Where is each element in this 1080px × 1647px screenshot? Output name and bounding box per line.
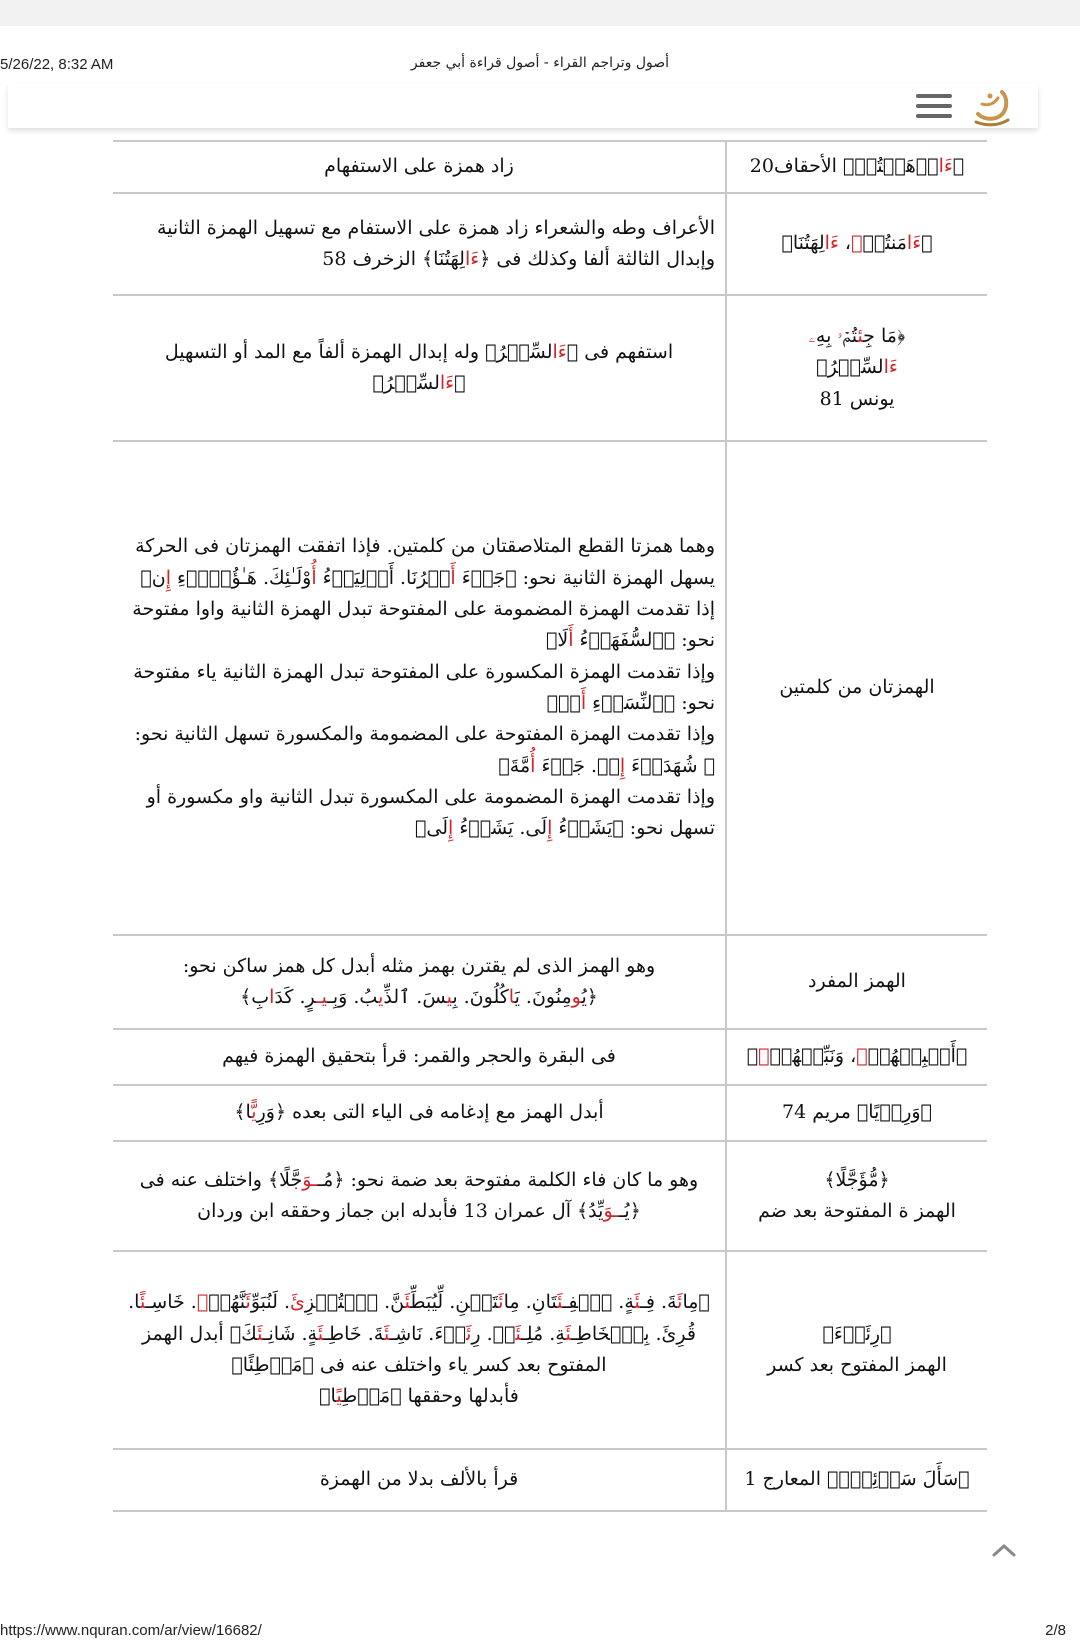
description-text: َكَ﴾ أبدل الهمز المفتوح بعد كسر ياء واختلف عنه فى ﴿مَوۡطِئًا﴾ [142, 1322, 607, 1376]
description-text: وهو ما كان فاء الكلمة مفتوحة بعد ضمة نحو: ﴿مُـ [317, 1168, 699, 1191]
highlighted-letter: أَ [580, 692, 587, 714]
term-text: ﴾ الأحقاف20 [749, 155, 855, 178]
term-cell [726, 1449, 987, 1511]
term-cell [726, 1251, 987, 1449]
description-paragraph [123, 951, 715, 982]
description-text: ذۡ. جَاۤءَ [535, 754, 620, 777]
description-text: مِنُونَ. يَ [514, 986, 572, 1008]
term-text: ذۡهَبۡتُمۡ [854, 155, 939, 178]
term-text: الهمز ة المفتوحة بعد ضم [758, 1200, 956, 1222]
table-row [113, 1449, 987, 1511]
term-cell [726, 1141, 987, 1251]
hamburger-menu-icon[interactable] [916, 94, 952, 122]
highlighted-letter: أُ [311, 566, 317, 589]
highlighted-letter: ۥ [758, 1045, 770, 1068]
description-text: لَى. يَشَاۤءُ [453, 817, 548, 840]
highlighted-letter: ا [269, 986, 275, 1008]
description-text: مۡرُنَا. أَوۡلِيَاۤءُ [316, 566, 451, 589]
description-text: بِ﴾ [240, 986, 270, 1008]
term-text: ﴿رِئَاۤءَ﴾ [822, 1322, 892, 1345]
description-cell [113, 441, 726, 935]
highlighted-letter: ي [336, 1385, 343, 1408]
description-paragraph [123, 1464, 715, 1495]
term-cell [726, 1029, 987, 1085]
highlighted-letter: ا [508, 986, 515, 1008]
description-cell [113, 1251, 726, 1449]
description-text: لَى﴾ [415, 817, 449, 840]
highlighted-letter: ۥ [851, 232, 863, 255]
description-cell [113, 1029, 726, 1085]
highlighted-letter: أُ [530, 754, 536, 777]
description-paragraph [123, 719, 715, 782]
term-text: الهمز المفرد [808, 970, 906, 993]
description-text: سَ. ٱلذِّ [383, 986, 447, 1008]
highlighted-letter: ئ [565, 1322, 572, 1345]
term-text: ﴿مُّؤَجَّلًا﴾ [824, 1168, 890, 1191]
highlighted-letter: إِ [165, 566, 171, 589]
highlighted-letter: إِ [619, 754, 626, 777]
description-cell [113, 141, 726, 193]
description-text: نَّ. ٱسۡتُهۡزِ [304, 1291, 405, 1314]
highlighted-letter: ئ [557, 1291, 563, 1314]
term-text: الهمزتان من كلمتين [779, 676, 935, 699]
term-text: ﴿ [952, 155, 965, 178]
description-text: َةٍ. شَانِـ [262, 1322, 318, 1345]
description-text: . لَنُبَوِّ [250, 1291, 290, 1314]
scroll-up-button[interactable] [990, 1540, 1020, 1564]
highlighted-letter: ئَ [677, 1291, 683, 1314]
description-text: َتۡ. رِ [471, 1322, 516, 1345]
description-text: تَيۡنِ. لِّيُبَطِّ [410, 1291, 499, 1314]
description-text: وهما همزتا القطع المتلاصقتان من كلمتين. فإذا اتفقت الهمزتان فى الحركة يسهل الهمزة الثانية نحو: ﴿جَاۤءَ [135, 535, 715, 589]
highlighted-letter: ئ [317, 1322, 324, 1345]
table-row [113, 1029, 987, 1085]
description-text: ا﴾ [234, 1101, 252, 1124]
description-paragraph [123, 1097, 715, 1128]
highlighted-letter: ۥ [196, 1291, 209, 1314]
description-text: يِّدُ﴾ آل عمران 13 فأبدله ابن جماز وحققه ابن وردان [197, 1200, 604, 1222]
description-text: جَّلًا﴾ واختلف عنه فى ﴿يُـ [139, 1168, 641, 1222]
highlighted-letter: ۦ [808, 324, 816, 347]
description-text: نَّهُمۡ [208, 1291, 246, 1314]
description-cell [113, 1085, 726, 1141]
description-text: فأبدلها وحققها ﴿مَوۡطِ [342, 1385, 519, 1408]
description-cell [113, 193, 726, 295]
term-text: ﴿أَنۢبِئۡهُمۡ [867, 1045, 968, 1068]
description-paragraph [123, 213, 715, 276]
highlighted-letter: ـوَ [302, 1168, 318, 1191]
highlighted-letter: أَ [568, 629, 574, 652]
highlighted-letter: ئَ [466, 1322, 472, 1345]
description-paragraph [123, 1287, 715, 1381]
description-text: وهو الهمز الذى لم يقترن بهمز مثله أبدل كل همز ساكن نحو: [182, 954, 656, 977]
description-text: ﴿مِا [682, 1291, 710, 1314]
term-cell [726, 935, 987, 1029]
description-text: رٍ. كَدَ [274, 986, 316, 1008]
highlighted-letter: ءَا [824, 232, 839, 255]
term-text: لسِّحۡرُ﴾ [816, 356, 884, 379]
description-text: اۤءَ. نَاشِـ [389, 1322, 467, 1345]
description-text: َتَانِ. مِا [503, 1291, 558, 1314]
highlighted-letter: ءَا [883, 356, 898, 379]
term-text: لِهَتُنَا﴾ [781, 232, 825, 255]
highlighted-letter: ئَ [498, 1291, 504, 1314]
description-text: كُلُونَ. بِ [452, 986, 509, 1008]
table-row [113, 1141, 987, 1251]
description-text: مَّةَ﴾ [498, 754, 531, 777]
highlighted-letter: ۥ [856, 1045, 868, 1068]
highlighted-letter: ئ [139, 1291, 146, 1314]
description-text: فى البقرة والحجر والقمر: قرأ بتحقيق الهمزة فيهم [222, 1045, 616, 1068]
highlighted-letter: ئ [515, 1322, 522, 1345]
description-text: ةٍ. ٱلۡفِـ [562, 1291, 635, 1314]
table-row [113, 441, 987, 935]
term-text: يونس 81 [819, 387, 895, 410]
term-text: ، وَنَبِّئۡهُمۡ [769, 1045, 857, 1068]
description-text: زاد همزة على الاستفهام [324, 155, 514, 178]
description-text: إذا تقدمت الهمزة المضمومة على المفتوحة تبدل الهمزة الثانية واوا مفتوحة نحو: ﴿ٱلسُّفَهَاۤءُ [132, 597, 715, 652]
description-text: َةَ. خَاطِـ [323, 1322, 384, 1345]
term-text: مَنتُمۡ [862, 232, 907, 255]
description-cell [113, 935, 726, 1029]
site-header [8, 84, 1038, 128]
description-text: لِهَتُنَا﴾ الزخرف 58 [322, 248, 465, 270]
site-logo-icon[interactable] [972, 88, 1012, 128]
table-row [113, 1251, 987, 1449]
highlighted-letter: ئَ [404, 1291, 411, 1314]
highlighted-letter: أَ [450, 566, 456, 589]
description-text: ﴿يُ [581, 986, 598, 1008]
description-cell [113, 1141, 726, 1251]
table-row [113, 193, 987, 295]
content-area [113, 140, 987, 1512]
print-date: 5/26/22, 8:32 AM [0, 56, 114, 73]
highlighted-letter: يًّ [251, 1101, 257, 1124]
description-text: لَا﴾ [545, 629, 569, 652]
description-text: َةِ. مُلِـ [521, 1322, 566, 1345]
term-cell [726, 295, 987, 441]
term-text: ، [838, 232, 852, 255]
description-text: . خَاسِـ [145, 1291, 197, 1314]
highlighted-letter: ءَا [938, 155, 953, 178]
description-text: وۡ﴾ [546, 692, 581, 714]
description-paragraph [123, 337, 715, 400]
highlighted-letter: ئَ [634, 1291, 641, 1314]
term-text: ﴿وَرِءۡيًا﴾ مريم 74 [782, 1101, 932, 1124]
description-text: ًا. قُرِئَ. بِٱلۡخَاطِـ [128, 1291, 696, 1345]
highlighted-letter: إِ [448, 817, 454, 840]
description-paragraph [123, 982, 715, 1013]
description-text: أبدل الهمز مع إدغامه فى الياء التى بعده ﴿وَرِ [256, 1101, 604, 1124]
term-text: ﴾ [746, 1045, 759, 1068]
highlighted-letter: ـوَ [603, 1200, 619, 1222]
highlighted-letter: ئَ [289, 1291, 305, 1314]
footer-url: https://www.nquran.com/ar/view/16682/ [0, 1622, 262, 1639]
highlighted-letter: ئَ [245, 1291, 251, 1314]
term-cell [726, 441, 987, 935]
term-text: تُمۡ [842, 324, 858, 347]
description-paragraph [123, 531, 715, 594]
highlighted-letter: ئ [257, 1322, 263, 1345]
highlighted-letter: ئ [857, 324, 864, 347]
description-text: ًا﴾ [319, 1385, 337, 1408]
footer-page-number: 2/8 [1045, 1622, 1066, 1639]
description-text: وإذا تقدمت الهمزة المضمومة على المكسورة تبدل الثانية واو مكسورة أو تسهل نحو: ﴿يَشَاۤءُ [146, 786, 715, 840]
highlighted-letter: ءَا [552, 340, 567, 363]
rules-table [113, 140, 987, 1512]
description-paragraph [123, 594, 715, 657]
description-paragraph [123, 151, 715, 182]
highlighted-letter: ي [378, 986, 384, 1008]
description-paragraph [123, 782, 715, 845]
description-text: استفهم فى ﴿ [566, 340, 674, 363]
term-text: بِهِ [815, 324, 838, 347]
chevron-up-icon [990, 1540, 1018, 1560]
description-text: الأعراف وطه والشعراء زاد همزة على الاستفام مع تسهيل الهمزة الثانية وإبدال الثالثة ألفا وكذلك فى ﴿ [156, 216, 715, 270]
table-row [113, 141, 987, 193]
highlighted-letter: إِ [547, 817, 553, 840]
table-row [113, 295, 987, 441]
highlighted-letter: ۥ [837, 324, 843, 347]
description-text: وإذا تقدمت الهمزة المفتوحة على المضمومة والمكسورة تسهل الثانية نحو: ﴿ شُهَدَاۤءَ [134, 723, 715, 777]
description-text: وْلَـٰئِكَ. هَـٰؤُلَاۤءِ [170, 566, 312, 589]
term-cell [726, 141, 987, 193]
description-text: لسِّحۡرُ﴾ وله إبدال الهمزة ألفاً مع المد أو التسهيل ﴿ [164, 340, 553, 394]
highlighted-letter: ئ [383, 1322, 390, 1345]
term-text: ﴿ [921, 232, 933, 255]
description-paragraph [123, 1381, 715, 1412]
table-row [113, 1085, 987, 1141]
description-text: ةَ. فِـ [640, 1291, 678, 1314]
table-row [113, 935, 987, 1029]
term-text: الهمز المفتوح بعد كسر [767, 1354, 947, 1376]
description-text: بُ. وَبِـ [327, 986, 379, 1008]
highlighted-letter: ءَا [906, 232, 922, 255]
term-cell [726, 193, 987, 295]
description-paragraph [123, 657, 715, 720]
highlighted-letter: ءَا [439, 372, 455, 394]
description-cell [113, 1449, 726, 1511]
highlighted-letter: ي [446, 986, 453, 1008]
print-title: أصول وتراجم القراء - أصول قراءة أبي جعفر [410, 55, 670, 71]
browser-top-strip [0, 0, 1080, 26]
highlighted-letter: يـ [316, 986, 328, 1008]
description-paragraph [123, 1165, 715, 1228]
description-paragraph [123, 1041, 715, 1072]
term-text: ﴿مَا جِ [863, 324, 906, 347]
description-cell [113, 295, 726, 441]
description-text: ن﴾ [140, 566, 166, 589]
term-text: ﴿سَأَلَ سَاۤئِلُۢ﴾ المعارج 1 [744, 1468, 970, 1491]
description-text: وإذا تقدمت الهمزة المكسورة على المفتوحة تبدل الهمزة الثانية ياء مفتوحة نحو: ﴿ٱلنِّسَاۤءِ [133, 660, 715, 714]
term-cell [726, 1085, 987, 1141]
highlighted-letter: و [571, 986, 582, 1008]
description-text: قرأ بالألف بدلا من الهمزة [319, 1468, 519, 1491]
highlighted-letter: ءَا [464, 248, 480, 270]
description-text: لسِّحۡرُ﴾ [372, 372, 440, 394]
